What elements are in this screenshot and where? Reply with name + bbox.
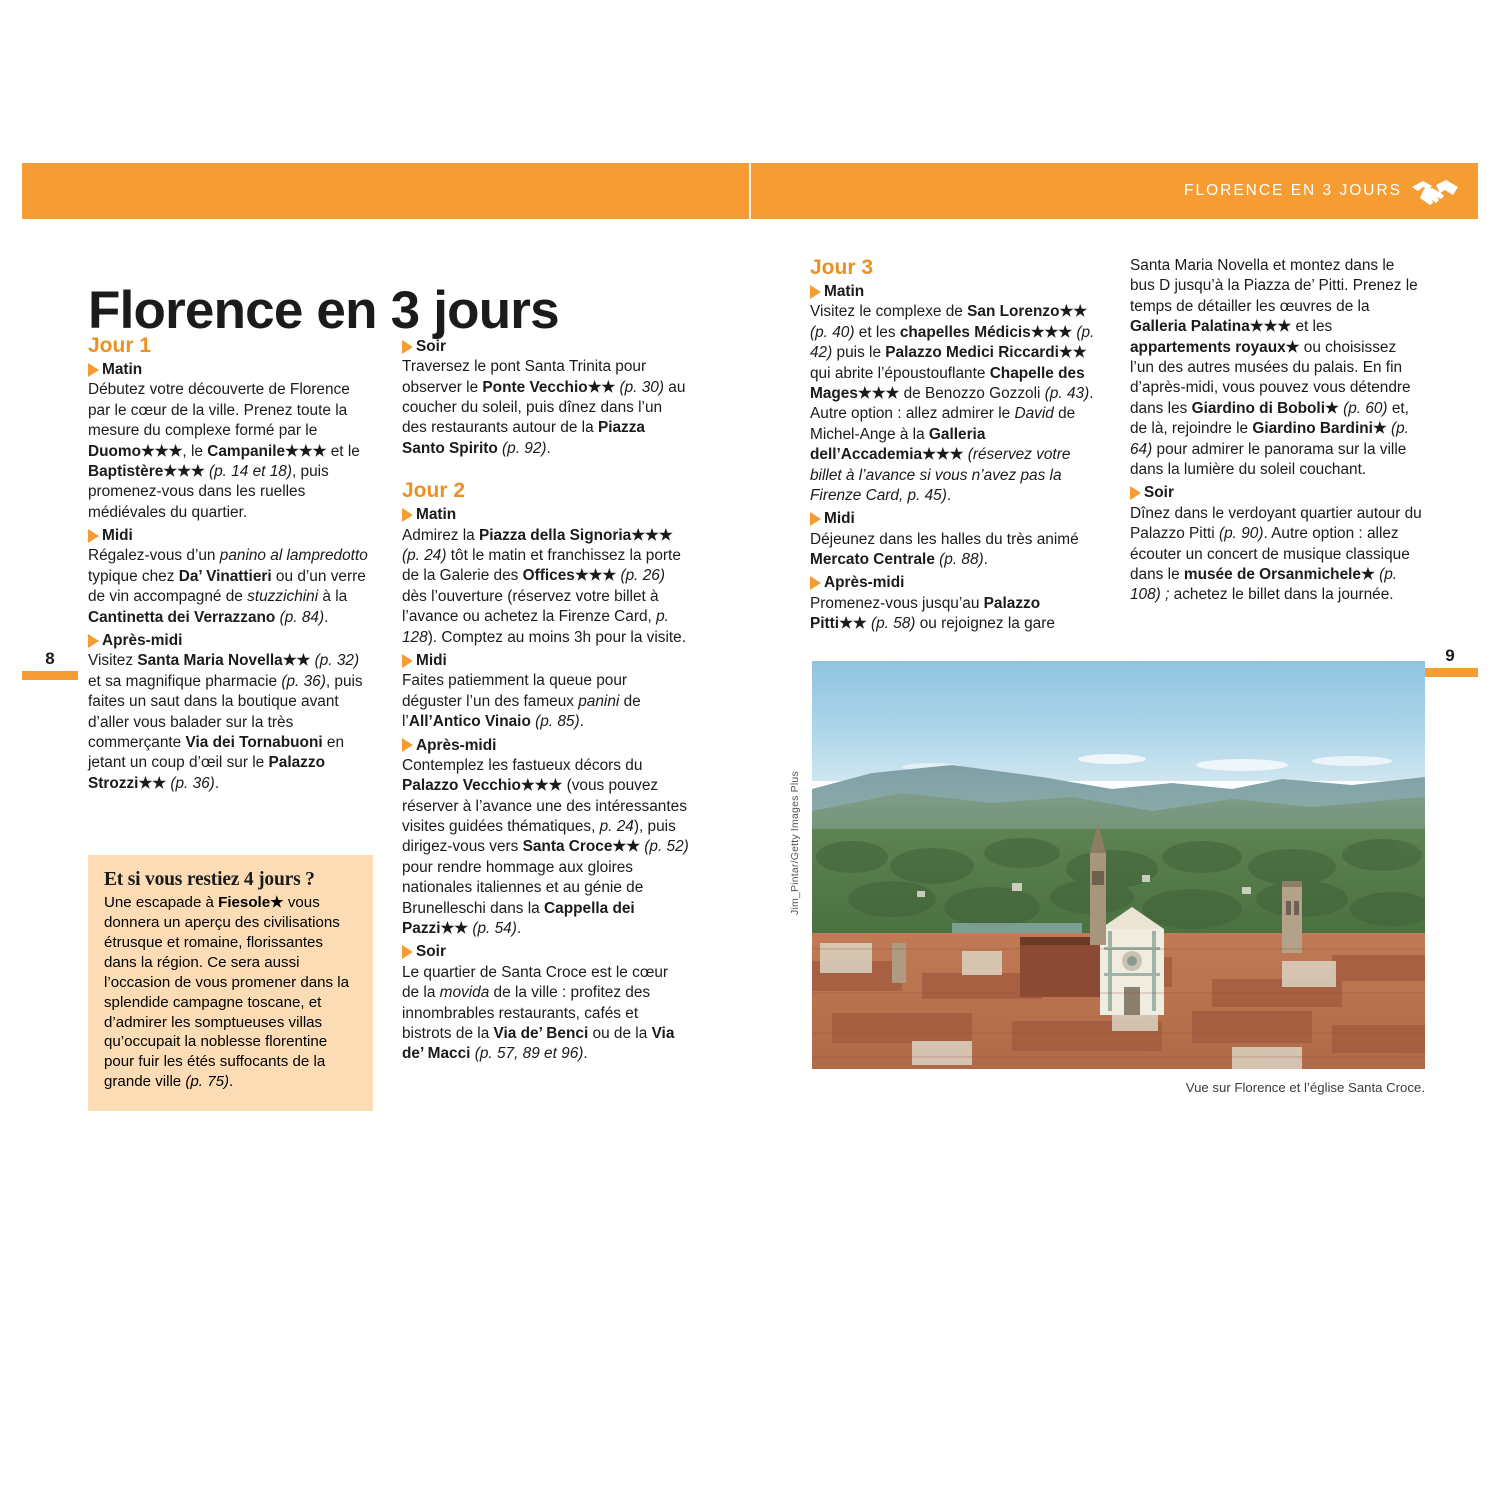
slot-label: Matin [824, 283, 865, 301]
sidebar-box-text: Une escapade à Fiesole★ vous donnera un aperçu des civilisations étrusque et romaine, florissantes dans la région. Ce sera aussi l’occasion de vous promener dans la splendide campagne toscane, et d’admirer les somptueuses villas qu’occupait la noblesse florentine pour fuir les étés suffocants de la grande ville (p. 75). [104, 894, 349, 1091]
running-head: FLORENCE EN 3 JOURS [1183, 182, 1402, 199]
slot-heading-apr-s-midi [402, 736, 689, 755]
slot-heading-midi [810, 509, 1100, 528]
slot-heading-matin [88, 360, 373, 379]
triangle-bullet-icon [810, 285, 821, 299]
itinerary-paragraph: Traversez le pont Santa Trinita pour observer le Ponte Vecchio★★ (p. 30) au coucher du soleil, puis dînez dans l’un des restaurants autour de la Piazza Santo Spirito (p. 92). [402, 358, 686, 457]
itinerary-paragraph: Débutez votre découverte de Florence par le cœur de la ville. Prenez toute la mesure du complexe formé par le Duomo★★★, le Campanile★★★ et le Baptistère★★★ (p. 14 et 18), puis promenez-vous dans les ruelles médiévales du quartier. [88, 381, 360, 521]
slot-heading-midi [88, 526, 373, 545]
itinerary-paragraph: Contemplez les fastueux décors du Palazzo Vecchio★★★ (vous pouvez réserver à l’avance une des intéressantes visites guidées thématiques, p. 24), puis dirigez-vous vers Santa Croce★★ (p. 52) pour rendre hommage aux gloires nationales italiennes et au génie de Brunelleschi dans la Cappella dei Pazzi★★ (p. 54). [402, 756, 689, 938]
photo-credit: Jim_Pintar/Getty Images Plus [789, 771, 801, 915]
column-three [810, 256, 1100, 636]
day-label-jour-1: Jour 1 [88, 334, 152, 357]
itinerary-paragraph: Promenez-vous jusqu’au Palazzo Pitti★★ (p. 58) ou rejoignez la gare [810, 594, 1055, 633]
slot-label: Midi [824, 510, 855, 528]
triangle-bullet-icon [810, 512, 821, 526]
column-four [1130, 256, 1423, 607]
itinerary-paragraph: Régalez-vous d’un panino al lampredotto typique chez Da’ Vinattieri ou d’un verre de vin accompagné de stuzzichini à la Cantinetta dei Verrazzano (p. 84). [88, 547, 368, 626]
slot-label: Matin [416, 506, 457, 524]
triangle-bullet-icon [1130, 486, 1141, 500]
slot-label: Matin [102, 361, 143, 379]
slot-label: Soir [416, 338, 446, 355]
itinerary-paragraph: Dînez dans le verdoyant quartier autour du Palazzo Pitti (p. 90). Autre option : allez écouter un concert de musique classique dans le musée de Orsanmichele★ (p. 108) ; achetez le billet dans la journée. [1130, 504, 1422, 604]
folio-right [1422, 647, 1478, 677]
itinerary-paragraph: Le quartier de Santa Croce est le cœur de la movida de la ville : profitez des innombrables restaurants, cafés et bistrots de la Via de’ Benci ou de la Via de’ Macci (p. 57, 89 et 96). [402, 963, 675, 1063]
page-number-right: 9 [1445, 646, 1455, 665]
page-number-left: 8 [45, 649, 55, 668]
slot-heading-soir [1130, 483, 1423, 502]
blocks-col3 [810, 282, 1100, 634]
slot-label: Midi [102, 527, 133, 545]
triangle-bullet-icon [88, 529, 99, 543]
triangle-bullet-icon [810, 576, 821, 590]
photo-florence-santa-croce [812, 661, 1425, 1069]
folio-bar-left [22, 671, 78, 680]
slot-heading-soir [402, 942, 689, 961]
day-label-jour-2: Jour 2 [402, 479, 466, 503]
blocks-col1 [88, 360, 373, 794]
triangle-bullet-icon [402, 945, 413, 959]
slot-heading-matin [402, 505, 689, 524]
slot-heading-soir [402, 337, 689, 356]
triangle-bullet-icon [402, 340, 413, 354]
blocks-col4 [1130, 483, 1423, 605]
page-title: Florence en 3 jours [88, 280, 559, 340]
triangle-bullet-icon [402, 508, 413, 522]
day-label-jour-3: Jour 3 [810, 256, 874, 279]
slot-heading-apr-s-midi [810, 573, 1100, 592]
slot-heading-matin [810, 282, 1100, 301]
slot-label: Midi [416, 652, 447, 670]
slot-label: Soir [416, 943, 446, 961]
slot-label: Après-midi [824, 574, 905, 592]
slot-label: Après-midi [102, 632, 183, 650]
blocks-col2 [402, 505, 689, 1064]
header-gutter-divider [749, 163, 751, 219]
photo-caption: Vue sur Florence et l’église Santa Croce. [1185, 1080, 1425, 1095]
slot-heading-apr-s-midi [88, 631, 373, 650]
itinerary-paragraph: Visitez Santa Maria Novella★★ (p. 32) et sa magnifique pharmacie (p. 36), puis faites un saut dans la boutique avant d’aller vous balader sur la très commerçante Via dei Tornabuoni en jetant un coup d’œil sur le Palazzo Strozzi★★ (p. 36). [88, 652, 363, 792]
slot-heading-midi [402, 651, 689, 670]
photo-image [812, 661, 1425, 1069]
triangle-bullet-icon [88, 634, 99, 648]
itinerary-paragraph: Déjeunez dans les halles du très animé Mercato Centrale (p. 88). [810, 530, 1079, 569]
sidebar-box-4-jours [88, 855, 373, 1111]
blocks-col4-top [1130, 256, 1423, 480]
triangle-bullet-icon [402, 738, 413, 752]
column-two [402, 334, 689, 1066]
slot-label: Après-midi [416, 736, 497, 754]
triangle-bullet-icon [402, 654, 413, 668]
triangle-bullet-icon [88, 363, 99, 377]
itinerary-paragraph: Admirez la Piazza della Signoria★★★ (p. 24) tôt le matin et franchissez la porte de la Galerie des Offices★★★ (p. 26) dès l’ouverture (réservez votre billet à l’avance ou achetez la Firenze Card, p. 128). Comptez au moins 3h pour la visite. [402, 526, 687, 646]
handshake-icon [1410, 176, 1460, 208]
itinerary-paragraph: Visitez le complexe de San Lorenzo★★ (p. 40) et les chapelles Médicis★★★ (p. 42) puis le Palazzo Medici Riccardi★★ qui abrite l’époustouflante Chapelle des Mages★★★ de Benozzo Gozzoli (p. 43). Autre option : allez admirer le David de Michel-Ange à la Galleria dell’Accademia★★★ (réservez votre billet à l’avance si vous n’avez pas la Firenze Card, p. 45). [810, 303, 1095, 504]
itinerary-paragraph: Faites patiemment la queue pour déguster l’un des fameux panini de l’All’Antico Vinaio (p. 85). [402, 672, 641, 731]
sidebar-box-title: Et si vous restiez 4 jours ? [104, 869, 315, 890]
folio-bar-right [1422, 668, 1478, 677]
blocks-col2-top [402, 337, 689, 459]
slot-label: Soir [1144, 484, 1174, 502]
itinerary-paragraph: Santa Maria Novella et montez dans le bus D jusqu’à la Piazza de’ Pitti. Prenez le temps de détailler les œuvres de la Galleria Palatina★★★ et les appartements royaux★ ou choisissez l’un des autres musées du palais. En fin d’après-midi, vous pouvez vous détendre dans les Giardino di Boboli★ (p. 60) et, de là, rejoindre le Giardino Bardini★ (p. 64) pour admirer le panorama sur la ville dans la lumière du soleil couchant. [1130, 257, 1418, 479]
column-one [88, 334, 373, 795]
folio-left [22, 650, 78, 680]
